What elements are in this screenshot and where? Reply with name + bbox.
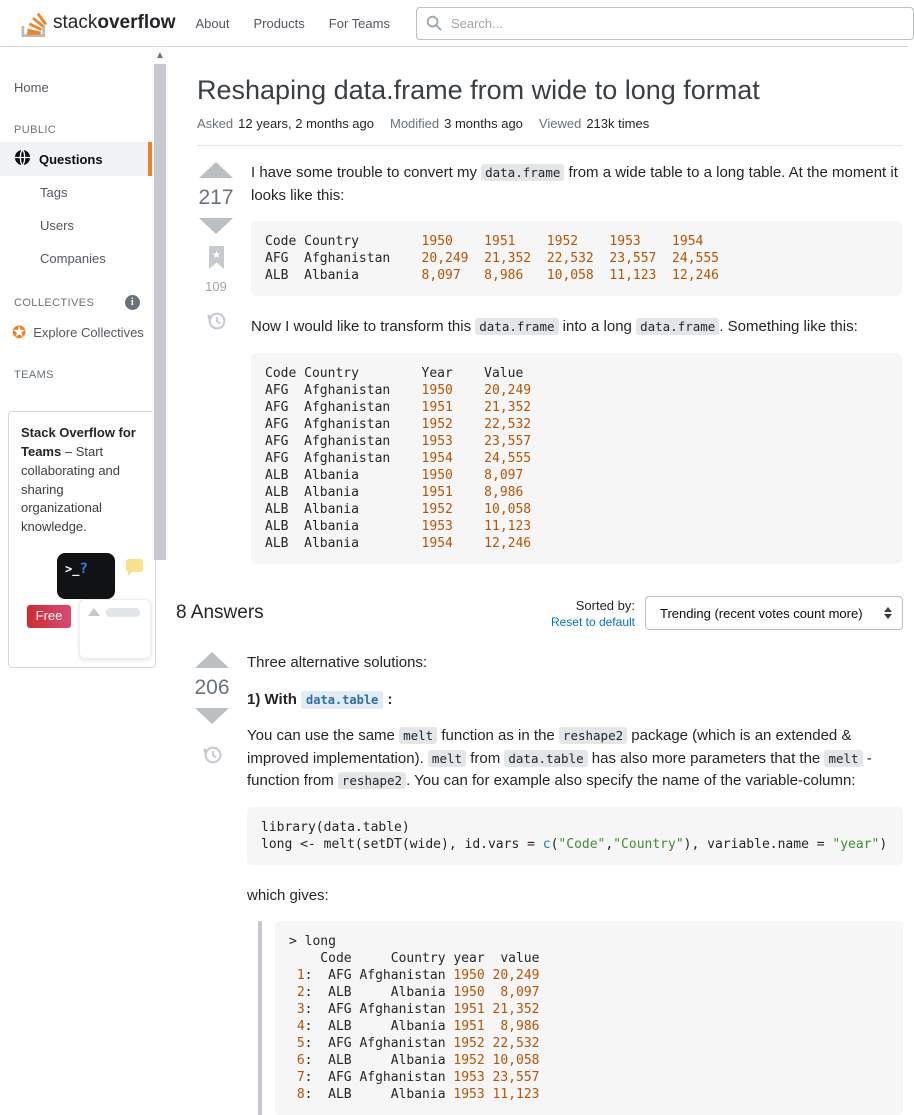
- sidebar-teams-label: TEAMS: [14, 369, 54, 381]
- history-icon[interactable]: [206, 310, 227, 336]
- sidebar-item-tags[interactable]: Tags: [40, 185, 68, 200]
- reset-to-default-link[interactable]: Reset to default: [550, 614, 635, 629]
- sort-select-dropdown[interactable]: [645, 596, 903, 630]
- answer-paragraph: 1) With data.table :: [247, 690, 393, 708]
- sidebar-public-label: PUBLIC: [14, 124, 57, 136]
- sidebar-item-explore-collectives[interactable]: [0, 316, 168, 349]
- sort-select-value: Trending (recent votes count more): [660, 605, 863, 621]
- scrollbar-thumb[interactable]: [154, 64, 166, 560]
- sidebar-item-users[interactable]: Users: [40, 218, 74, 233]
- sidebar-item-home[interactable]: Home: [14, 80, 49, 95]
- stackoverflow-logo-icon: [20, 5, 48, 42]
- sort-area: [551, 596, 903, 630]
- terminal-graphic: >_?: [57, 553, 115, 599]
- sorted-by-label: Sorted by:: [575, 597, 635, 613]
- svg-text:★: ★: [211, 250, 221, 262]
- upvote-icon[interactable]: [195, 652, 229, 668]
- answer-paragraph: Three alternative solutions:: [247, 654, 428, 671]
- answer-vote-cell: [193, 652, 231, 1115]
- scrollbar-up-icon[interactable]: ▲: [155, 49, 165, 61]
- teams-promo-text: Stack Overflow for Teams – Start collaborating and sharing organizational knowledge.: [21, 425, 136, 535]
- sidebar-item-companies[interactable]: Companies: [40, 251, 106, 266]
- answer-vote-count: 206: [194, 676, 230, 699]
- code-block-r-melt: library(data.table) long <- melt(setDT(wide), id.vars = c("Code","Country"), variable.name = "year"): [247, 807, 903, 865]
- question-column: [168, 47, 908, 560]
- answer-paragraph: You can use the same melt function as in the reshape2 package (which is an extended & improved implementation). melt from data.table has also more parameters that the melt -function from reshape2 . You can for example also specify the name of the variable-column:: [247, 727, 872, 789]
- code-block-long-table: Code Country Year Value AFG Afghanistan 1950 20,249 AFG Afghanistan 1951 21,352 AFG Afghanistan 1952 22,532 AFG Afghanistan 1953 23,557 AFG Afghanistan 1954 24,555 ALB Albania 1950 8,097 ALB Albania 1951 8,986 ALB Albania 1952 10,058 ALB Albania 1953 11,123 ALB Albania 1954 12,246: [251, 353, 902, 564]
- explore-collectives-label: Explore Collectives: [33, 325, 144, 340]
- code-block-wide-table: Code Country 1950 1951 1952 1953 1954 AFG Afghanistan 20,249 21,352 22,532 23,557 24,555 ALB Albania 8,097 8,986 10,058 11,123 12,246: [251, 221, 902, 296]
- search-box: [416, 7, 914, 40]
- output-blockquote: [258, 921, 903, 1115]
- chat-bubble-icon: [126, 559, 143, 572]
- question-paragraph: Now I would like to transform this data.frame into a long data.frame . Something like this:: [251, 318, 858, 336]
- sidebar-item-questions[interactable]: [0, 142, 152, 176]
- code-block-output: > long Code Country year value 1: AFG Afghanistan 1950 20,249 2: ALB Albania 1950 8,097 3: AFG Afghanistan 1951 21,352 4: ALB Albania 1951 8,986 5: AFG Afghanistan 1952 22,532 6: ALB Albania 1952 10,058 7: AFG Afghanistan 1953 23,557 8: ALB Albania 1953 11,123: [275, 921, 903, 1115]
- top-bar: [0, 0, 908, 47]
- downvote-icon[interactable]: [199, 218, 233, 234]
- downvote-icon[interactable]: [195, 708, 229, 724]
- answer-post: [193, 652, 903, 1115]
- question-vote-cell: [197, 162, 235, 584]
- teams-promo-card[interactable]: [8, 411, 156, 668]
- bookmark-count: 109: [205, 279, 227, 295]
- question-stats: Asked 12 years, 2 months ago Modified 3 months ago Viewed 213k times: [197, 116, 650, 132]
- globe-icon: [14, 149, 31, 169]
- question-body: [251, 162, 902, 584]
- nav-products[interactable]: Products: [253, 15, 305, 31]
- upvote-icon[interactable]: [199, 162, 233, 178]
- question-vote-count: 217: [198, 186, 234, 210]
- question-title: Reshaping data.frame from wide to long format: [197, 75, 760, 105]
- left-sidebar: [0, 47, 168, 624]
- bookmark-icon[interactable]: [207, 246, 226, 274]
- free-badge: Free: [27, 605, 71, 628]
- info-icon[interactable]: i: [125, 295, 140, 310]
- answer-body: [247, 652, 903, 1115]
- answers-count-title: 8 Answers: [176, 602, 264, 623]
- nav-for-teams[interactable]: For Teams: [328, 15, 390, 31]
- sidebar-item-label: Questions: [39, 151, 103, 167]
- history-icon[interactable]: [202, 744, 223, 770]
- question-post: [197, 162, 902, 584]
- sidebar-collectives-label: COLLECTIVES i: [0, 289, 168, 316]
- sidebar-scrollbar[interactable]: [152, 47, 168, 560]
- stackoverflow-logo[interactable]: [12, 5, 183, 42]
- answer-paragraph: which gives:: [247, 886, 329, 904]
- search-icon: [426, 15, 443, 37]
- divider: [197, 145, 902, 146]
- nav-about[interactable]: About: [195, 15, 230, 31]
- question-paragraph: I have some trouble to convert my data.frame from a wide table to a long table. At the moment it looks like this:: [251, 164, 898, 204]
- sort-arrows-icon: [884, 607, 892, 619]
- collective-star-icon: ✪: [12, 323, 27, 342]
- logo-text: stackoverflow: [53, 12, 176, 33]
- answers-header: [176, 596, 903, 630]
- teams-promo-art: [21, 547, 143, 667]
- card-graphic: [79, 599, 151, 659]
- search-input[interactable]: [416, 7, 914, 40]
